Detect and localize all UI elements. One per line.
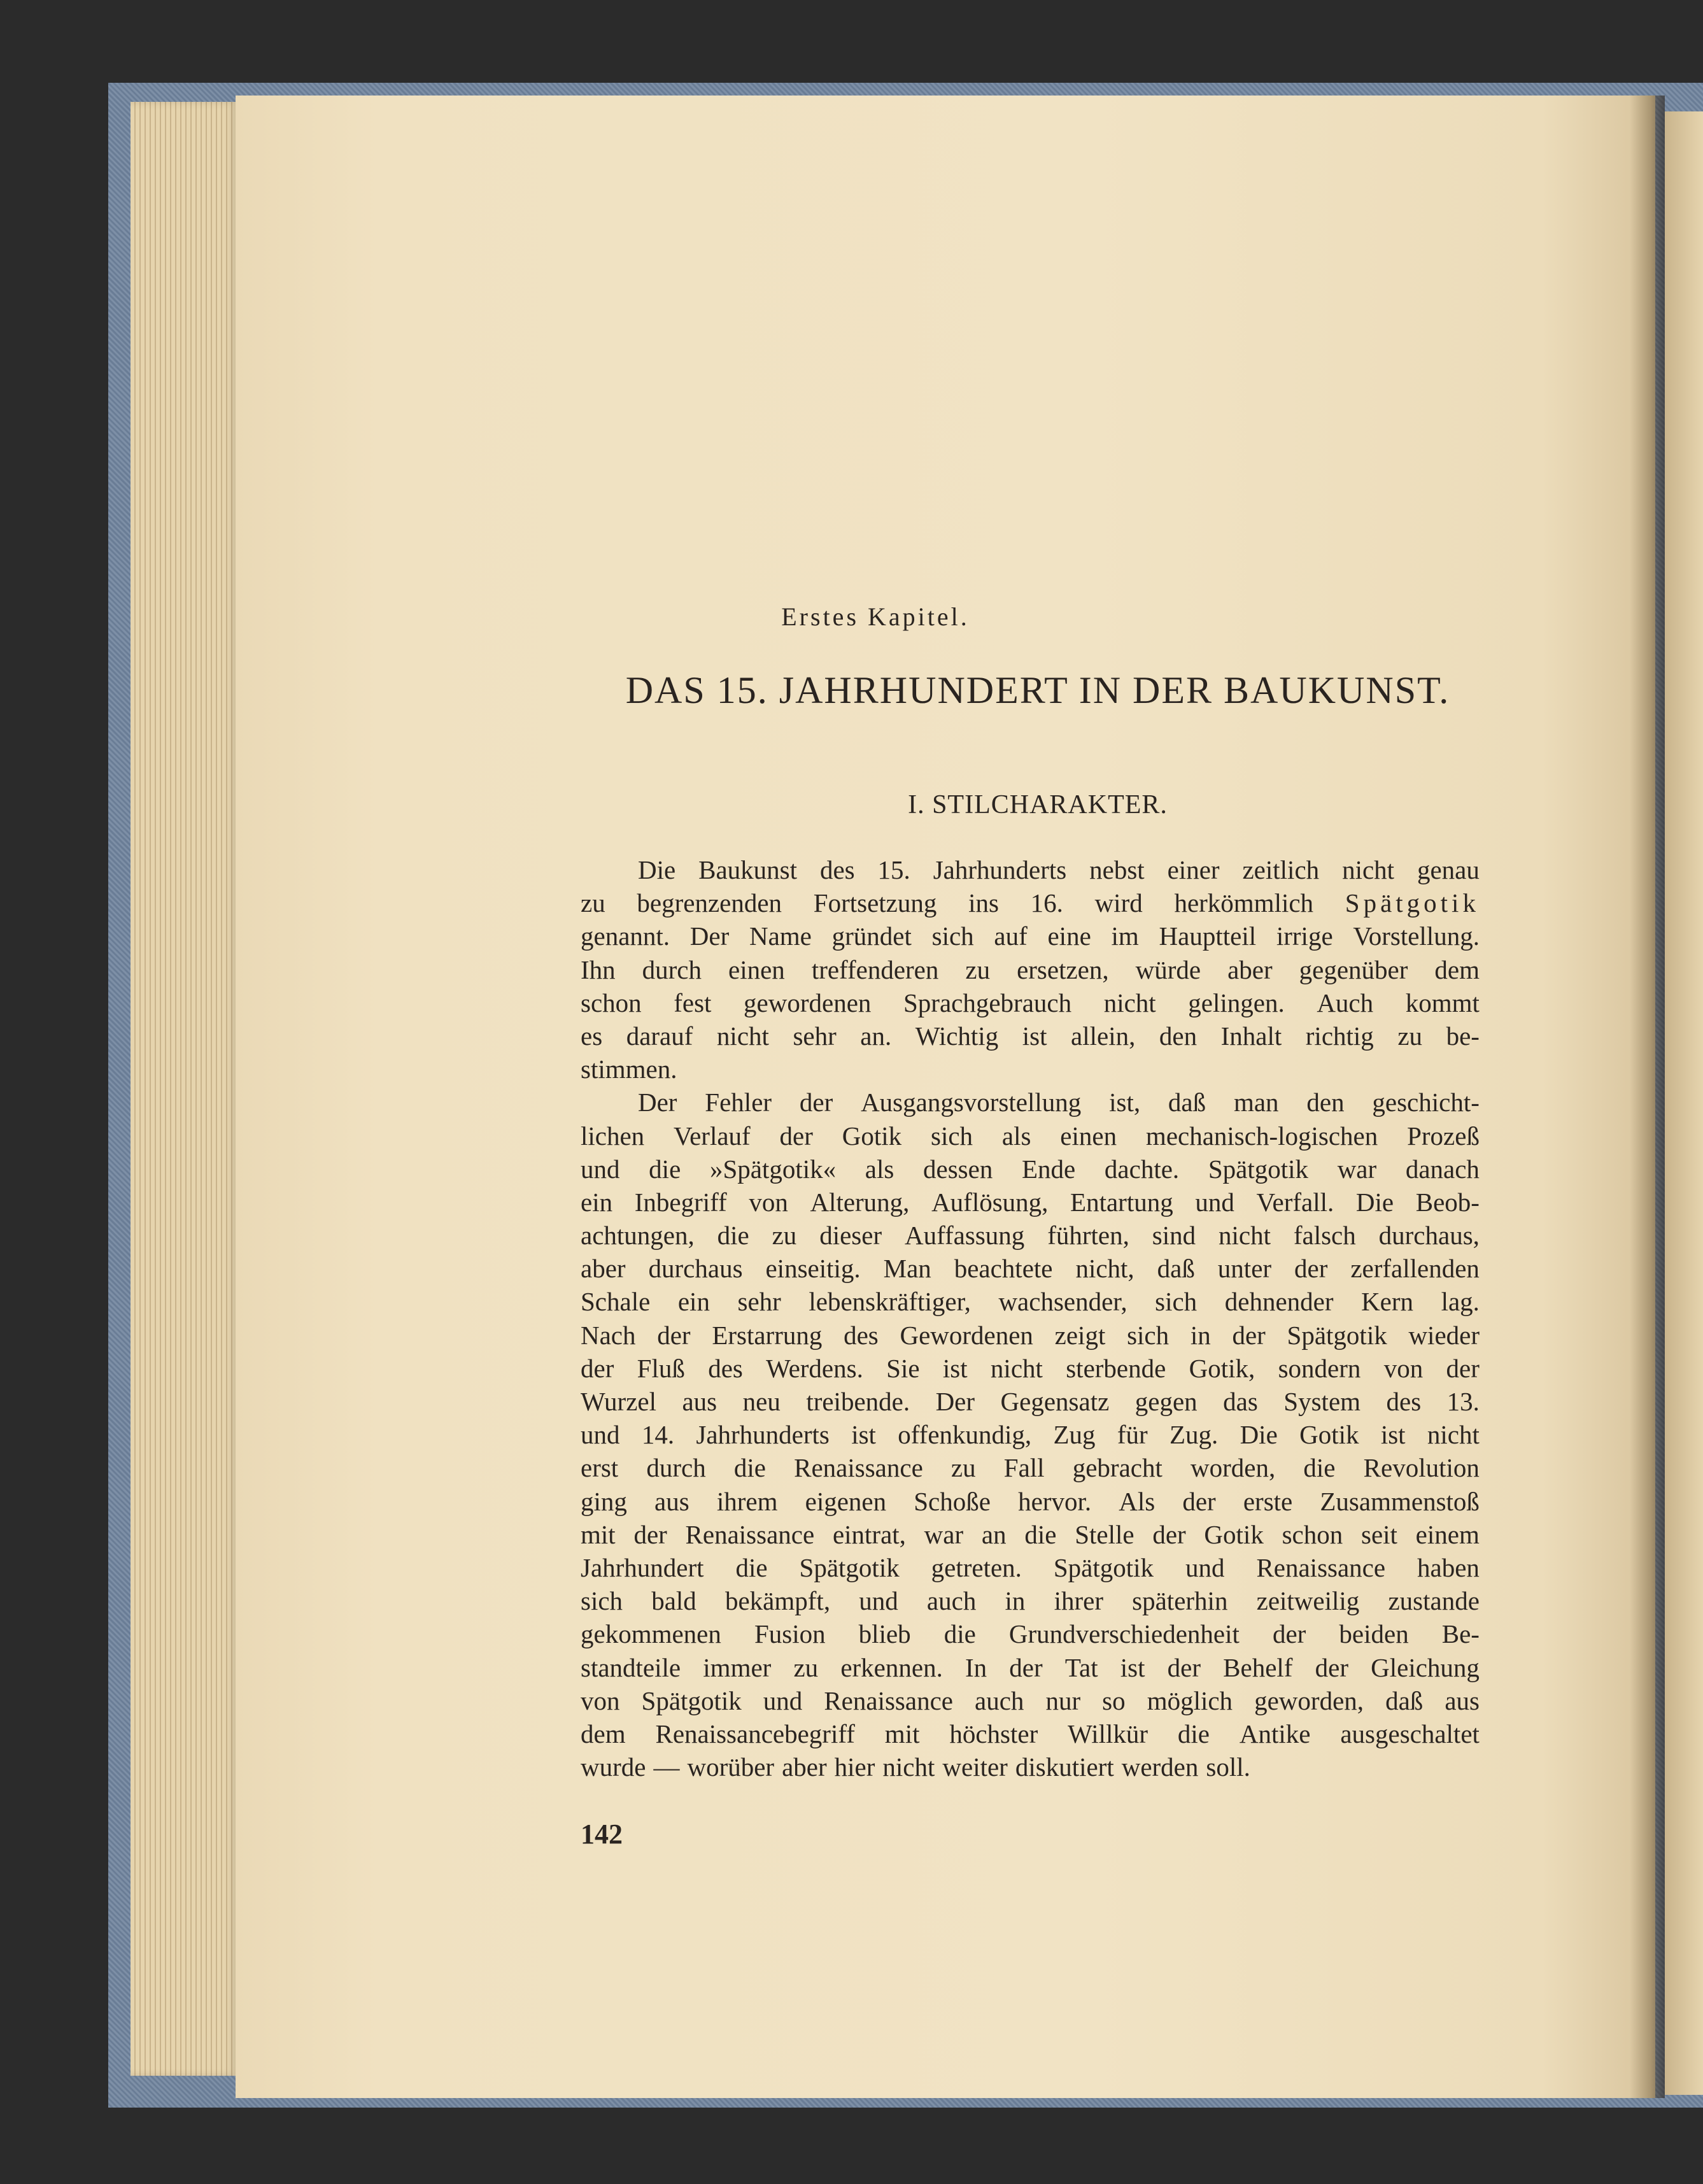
text-line: Schale ein sehr lebenskräftiger, wachsender, sich dehnender Kern lag. bbox=[581, 1287, 1480, 1317]
text-line: Die Baukunst des 15. Jahrhunderts nebst einer zeitlich nicht genau bbox=[638, 855, 1480, 884]
facing-page bbox=[1665, 111, 1703, 2095]
text-line: mit der Renaissance eintrat, war an die Stelle der Gotik schon seit einem bbox=[581, 1519, 1480, 1549]
text-line: wurde — worüber aber hier nicht weiter diskutiert werden soll. bbox=[581, 1752, 1250, 1782]
text-line: stimmen. bbox=[581, 1054, 677, 1084]
chapter-label: Erstes Kapitel. bbox=[781, 602, 970, 631]
text-line: erst durch die Renaissance zu Fall gebracht worden, die Revolution bbox=[581, 1453, 1480, 1483]
section-heading: I. STILCHARAKTER. bbox=[908, 790, 1168, 819]
text-line: lichen Verlauf der Gotik sich als einen mechanisch-logischen Prozeß bbox=[581, 1121, 1480, 1151]
text-line: Nach der Erstarrung des Gewordenen zeigt sich in der Spätgotik wieder bbox=[581, 1320, 1480, 1350]
text-line: ging aus ihrem eigenen Schoße hervor. Als der erste Zusammenstoß bbox=[581, 1486, 1480, 1516]
text-line: gekommenen Fusion blieb die Grundverschiedenheit der beiden Be- bbox=[581, 1619, 1480, 1649]
text-line: genannt. Der Name gründet sich auf eine im Hauptteil irrige Vorstellung. bbox=[581, 921, 1480, 951]
text-line: und 14. Jahrhunderts ist offenkundig, Zug für Zug. Die Gotik ist nicht bbox=[581, 1420, 1480, 1450]
text-line: aber durchaus einseitig. Man beachtete nicht, daß unter der zerfallenden bbox=[581, 1254, 1480, 1284]
text-line: standteile immer zu erkennen. In der Tat ist der Behelf der Gleichung bbox=[581, 1652, 1480, 1682]
text-line: Ihn durch einen treffenderen zu ersetzen, würde aber gegenüber dem bbox=[581, 954, 1480, 984]
text-line: und die »Spätgotik« als dessen Ende dachte. Spätgotik war danach bbox=[581, 1154, 1480, 1184]
page-number: 142 bbox=[581, 1819, 623, 1850]
text-line: schon fest gewordenen Sprachgebrauch nicht gelingen. Auch kommt bbox=[581, 988, 1480, 1018]
text-line: ein Inbegriff von Alterung, Auflösung, Entartung und Verfall. Die Beob- bbox=[581, 1187, 1480, 1217]
chapter-title: DAS 15. JAHRHUNDERT IN DER BAUKUNST. bbox=[625, 669, 1450, 711]
body-text bbox=[581, 853, 1480, 1783]
text-line: sich bald bekämpft, und auch in ihrer späterhin zeitweilig zustande bbox=[581, 1586, 1480, 1616]
text-line: dem Renaissancebegriff mit höchster Willkür die Antike ausgeschaltet bbox=[581, 1719, 1480, 1748]
text-line: der Fluß des Werdens. Sie ist nicht sterbende Gotik, sondern von der bbox=[581, 1353, 1480, 1383]
page-edges bbox=[131, 102, 239, 2076]
text-line: es darauf nicht sehr an. Wichtig ist allein, den Inhalt richtig zu be- bbox=[581, 1021, 1480, 1051]
text-line: achtungen, die zu dieser Auffassung führten, sind nicht falsch durchaus, bbox=[581, 1221, 1480, 1251]
text-line: Wurzel aus neu treibende. Der Gegensatz gegen das System des 13. bbox=[581, 1387, 1480, 1416]
text-line: von Spätgotik und Renaissance auch nur so möglich geworden, daß aus bbox=[581, 1685, 1480, 1715]
text-line: Jahrhundert die Spätgotik getreten. Spätgotik und Renaissance haben bbox=[581, 1552, 1480, 1582]
text-line: Der Fehler der Ausgangsvorstellung ist, daß man den geschicht- bbox=[638, 1088, 1480, 1117]
gutter-shadow bbox=[1630, 96, 1665, 2098]
text-line: zu begrenzenden Fortsetzung ins 16. wird herkömmlich Spätgotik bbox=[581, 888, 1480, 918]
